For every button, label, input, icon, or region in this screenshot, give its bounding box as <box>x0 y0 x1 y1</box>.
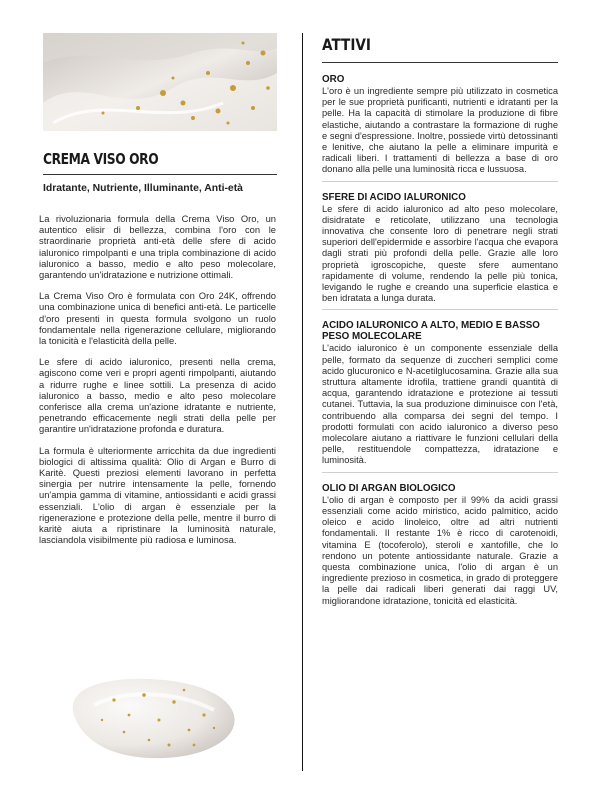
active-item-sfere-acido-ialuronico <box>322 192 558 311</box>
description-paragraph: Le sfere di acido ialuronico, presenti nella crema, agiscono come veri e propri agenti rimpolpanti, aiutando a ridurre rughe e linee sottili. La presenza di acido ialuronico a basso, medio e alto peso molecolare conferisce alla crema un'azione idratante e nutriente, penetrando efficacemente negli strati della pelle per garantire un'idratazione profonda e duratura. <box>39 356 276 435</box>
active-heading: ACIDO IALURONICO A ALTO, MEDIO E BASSO PESO MOLECOLARE <box>322 320 540 343</box>
active-heading: OLIO DI ARGAN BIOLOGICO <box>322 482 456 494</box>
column-divider <box>302 33 303 771</box>
actives-title-divider <box>322 62 558 63</box>
actives-list <box>322 74 558 622</box>
active-item-olio-di-argan <box>322 483 558 612</box>
active-heading: ORO <box>322 74 345 85</box>
description-paragraph: La formula è ulteriormente arricchita da due ingredienti biologici di altissima qualità: Olio di Argan e Burro di Karitè. Questi preziosi elementi lavorano in perfetta sinergia per nutrire intensamente la pelle, fornendo un'ampia gamma di vitamine, antiossidanti e acidi grassi essenziali. L'olio di argan è essenziale per la rigenerazione e protezione della pelle, mentre il burro di karitè aiuta a ripristinare la luminosità naturale, lasciandola visibilmente più radiosa e luminosa. <box>39 444 276 546</box>
active-text: L'oro è un ingrediente sempre più utilizzato in cosmetica per le sue proprietà purificanti, nutrienti e idratanti per la pelle. Ha la capacità di stimolare la produzione di fibre elastiche, aiutando a contrastare la formazione di rughe e segni d'espressione. Inoltre, possiede virtù detossinanti e lenitive, che aiutano la pelle a eliminare impurità e radicali liberi. I trattamenti di bellezza a base di oro donano alla pelle una luminosità ricca e lussuosa. <box>322 86 558 175</box>
active-item-acido-ialuronico <box>322 320 558 472</box>
description-paragraph: La Crema Viso Oro è formulata con Oro 24K, offrendo una combinazione unica di benefici anti-età. Le particelle d'oro presenti in questa formula svolgono un ruolo fondamentale nella rigenerazione cellulare, migliorando la tonicità e l'elasticità della pelle. <box>39 290 276 347</box>
title-divider <box>43 174 277 175</box>
active-text: L'olio di argan è composto per il 99% da acidi grassi essenziali come acido miristico, acido palmitico, acido oleico e acido linoleico, oltre ad altri nutrienti fondamentali. Il restante 1% è ricco di carotenoidi, vitamina E (tocoferolo), steroli e xantofille, che lo rendono un potente antiossidante naturale. Grazie a questa combinazione unica, l'olio di argan è un ingrediente prezioso in cosmetica, in grado di proteggere la pelle dai radicali liberi generati dai raggi UV, migliorandone idratazione, tonicità ed elasticità. <box>322 494 558 606</box>
cream-swatch-image <box>54 660 244 770</box>
active-text: L'acido ialuronico è un componente essenziale della pelle, formato da sequenze di zuccheri semplici come acido glucuronico e N-acetilglucosamina. Grazie alla sua struttura altamente idrofila, trattiene grandi quantità di acqua, garantendo idratazione e protezione ai tessuti cutanei. Tuttavia, la sua produzione diminuisce con l'età, contribuendo alla comparsa dei segni del tempo. I prodotti formulati con acido ialuronico a diverso peso molecolare aiutano a riattivare le funzioni cellulari della pelle, restituendole compattezza, idratazione e luminosità. <box>322 343 558 466</box>
gold-cream-texture-image <box>43 33 277 131</box>
active-item-oro <box>322 74 558 182</box>
description-paragraph: La rivoluzionaria formula della Crema Viso Oro, un autentico elisir di bellezza, combina l'oro con le straordinarie proprietà anti-età delle sfere di acido ialuronico rimpolpanti e una tripla combinazione di acido ialuronico a basso, medio e alto peso molecolare, garantendo un'idratazione e nutrizione ottimali. <box>39 213 276 281</box>
active-text: Le sfere di acido ialuronico ad alto peso molecolare, disidratate e reticolate, utilizzano una tecnologia innovativa che consente loro di penetrare negli strati superiori dell'epidermide e assorbire l'acqua che evapora dagli strati più profondi della pelle. Grazie alle loro proprietà igroscopiche, queste sfere aumentano rapidamente di volume, rendendo la pelle più tonica, levigando le rughe e creando una superficie elastica e ben idratata a lunga durata. <box>322 203 558 304</box>
product-title: CREMA VISO ORO <box>43 150 159 168</box>
actives-section-title: ATTIVI <box>322 35 371 54</box>
active-heading: SFERE DI ACIDO IALURONICO <box>322 191 466 203</box>
product-subtitle: Idratante, Nutriente, Illuminante, Anti-età <box>43 183 243 194</box>
product-description <box>39 213 276 555</box>
